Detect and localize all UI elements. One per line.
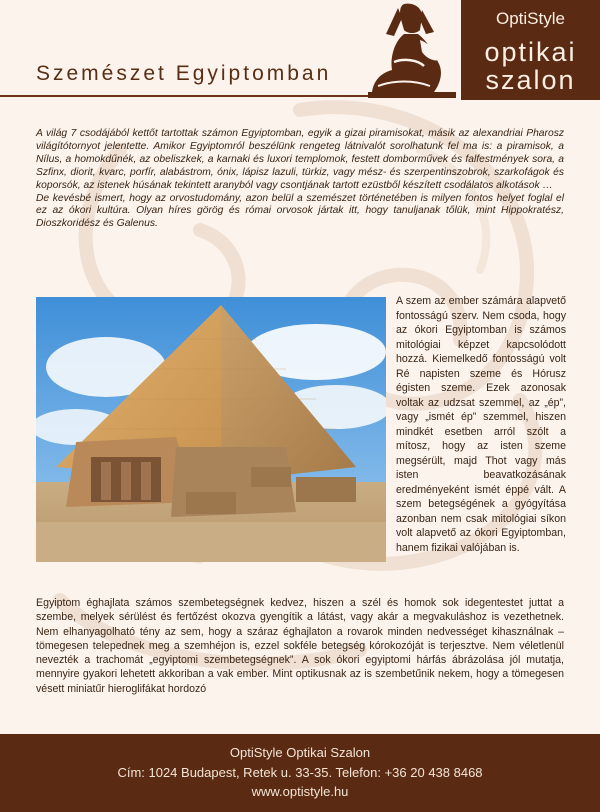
intro-paragraph-2: De kevésbé ismert, hogy az orvostudomány, azon belül a szemészet történetében is milyen fontos helyet foglal el ez az ókori kultúra. Olyan híres görög és római orvosok jártak itt, hogy tanuljanak tőlük, mint Hippokratész, Dioszkoridész és Galenus. [36,192,564,230]
page-title: Szemészet Egyiptomban [36,62,332,85]
brand-name: OptiStyle [496,9,565,28]
title-divider [0,95,372,97]
brand-line-optikai: optikai [484,37,577,67]
intro-text [36,128,564,231]
footer-address: Cím: 1024 Budapest, Retek u. 33-35. Telefon: +36 20 438 8468 [117,764,483,780]
bottom-paragraph: Egyiptom éghajlata számos szembetegségnek kedvez, hiszen a szél és homok sok idegentestet juttat a szembe, melyek sérülést és fertőzést okozva gyengítik a látást, vagy akár a megvakuláshoz is vezethetnek. Nem elhanyagolható tény az sem, hogy a száraz éghajlaton a rovarok minden nedvességet kihasználnak – tömegesen telepednek meg a szemhéjon is, ezzel sokféle betegség kórokozóját is terjesztve. Nem véletlenül nevezték a trachomát „egyiptomi szembetegségnek”. A sok ókori egyiptomi hárfás ábrázolása jól mutatja, mennyire gyakori lehetett akkoriban a vak ember. Mint optikusnak az is szembetűnik nekem, hogy a tömegesen vésett miniatűr hieroglifákat hordozó [36,597,564,695]
footer-company: OptiStyle Optikai Szalon [229,745,371,760]
intro-paragraph-1: A világ 7 csodájából kettőt tartottak számon Egyiptomban, egyik a gizai piramisokat, másik az alexandriai Pharosz világítótornyot jelentette. Amikor Egyiptomról beszélünk rengeteg látnivalót sorolhatunk fel ma is: a piramisok, a Nílus, a homokdűnék, az obeliszkek, a karnaki és luxori templomok, festett domborművek és falfestmények sora, a Szfinx, diorit, kvarc, porfír, alabástrom, ónix, lápisz lazuli, türkiz, vagy mész- és szerpentinszobrok, szarkofágok és koporsók, az istenek húsának tekintett aranyból vagy csontjának tartott ezüstből készített csodálatos alkotások … [36,128,564,191]
seated-figure-logo-icon [364,0,460,100]
brand-logo-box [461,0,600,100]
brand-line-szalon: szalon [485,65,576,95]
pyramid-photo [36,297,386,562]
footer-website-link[interactable]: www.optistyle.hu [251,784,349,799]
side-paragraph: A szem az ember számára alapvető fontosságú szerv. Nem csoda, hogy az ókori Egyiptomban is számos mitológiai képzet kapcsolódott hozzá. Kiemelkedő fontosságú volt Ré napisten szeme és Hórusz égisten szeme. Ezek azonosak voltak az udzsat szemmel, az „ép”, vagy „ismét ép” szemmel, hiszen mindkét esetben arról szólt a mítosz, hogy az isten szeme megsérült, majd Thot vagy más isten beavatkozásának eredményeként ismét éppé vált. A szem betegségének a gyógyítása azonban nem csak mitológiai síkon volt alapvető az ókori Egyiptomban, hanem fizikai valójában is. [396,295,566,554]
footer [0,734,600,812]
